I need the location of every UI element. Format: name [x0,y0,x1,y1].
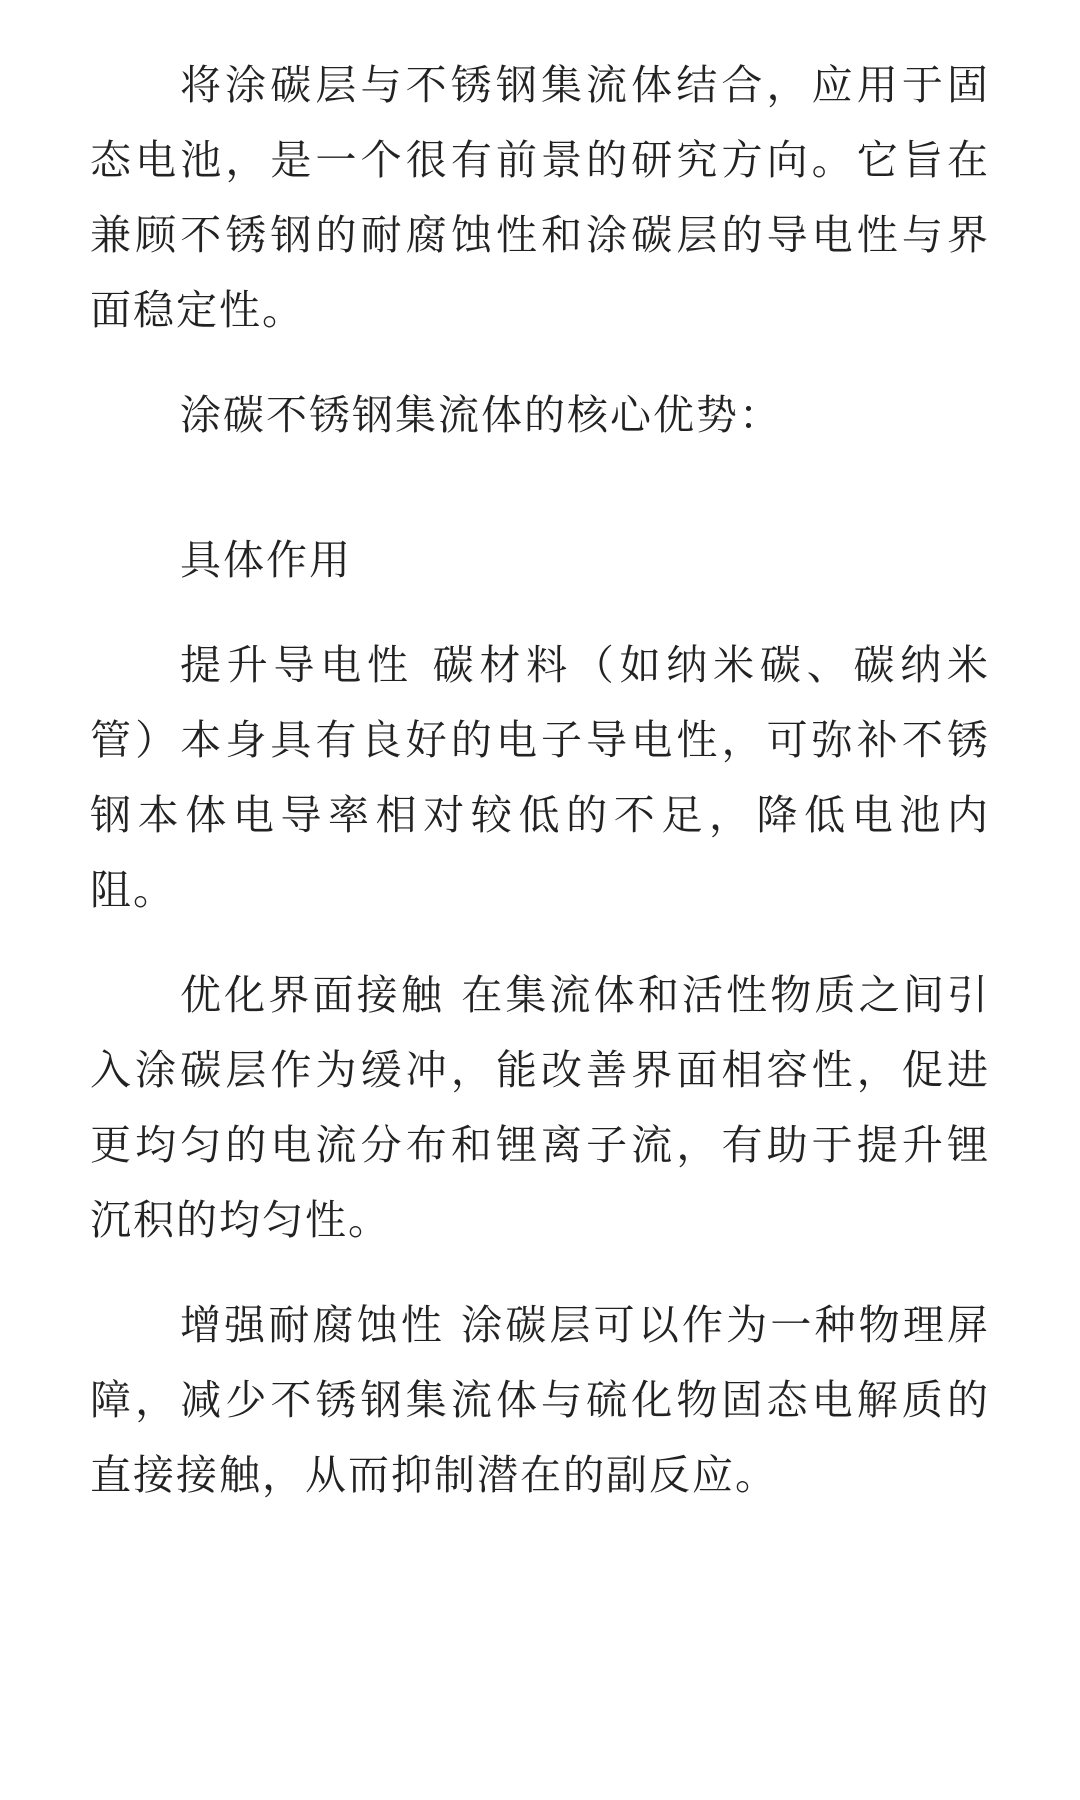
point-title: 增强耐腐蚀性 [180,1301,445,1349]
article-body [90,48,990,1513]
point-interface [90,958,990,1258]
point-conductivity [90,628,990,928]
point-body: 涂碳层可以作为一种物理屏障，减少不锈钢集流体与硫化物固态电解质的直接接触，从而抑制潜在的副反应。 [90,1301,990,1499]
point-corrosion [90,1288,990,1513]
advantages-heading: 涂碳不锈钢集流体的核心优势： [180,391,782,439]
point-body: 在集流体和活性物质之间引入涂碳层作为缓冲，能改善界面相容性，促进更均匀的电流分布和锂离子流，有助于提升锂沉积的均匀性。 [90,971,990,1244]
role-heading: 具体作用 [180,536,352,584]
intro-paragraph: 将涂碳层与不锈钢集流体结合，应用于固态电池，是一个很有前景的研究方向。它旨在兼顾不锈钢的耐腐蚀性和涂碳层的导电性与界面稳定性。 [90,61,990,334]
point-title: 优化界面接触 [180,971,445,1019]
point-title: 提升导电性 [180,641,414,689]
point-body: 碳材料（如纳米碳、碳纳米管）本身具有良好的电子导电性，可弥补不锈钢本体电导率相对较低的不足，降低电池内阻。 [90,641,990,914]
